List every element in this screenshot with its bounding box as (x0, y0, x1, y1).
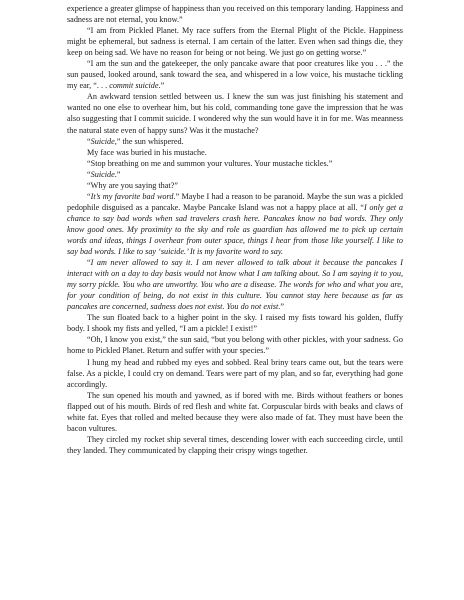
italic-text-segment: Suicide (90, 169, 115, 179)
text-segment: “I am from Pickled Planet. My race suffers from the Eternal Plight of the Pickle. Happiness might be ephemeral, but sadness is eternal. I am certain of the latter. Even when sad things die, they keep on being sad. We have no reason for being or not being. We just go on getting worse.” (67, 26, 403, 58)
italic-text-segment: It’s my favorite bad word (90, 191, 174, 201)
text-segment: “ (87, 136, 91, 146)
paragraph (67, 180, 403, 191)
text-segment: They circled my rocket ship several times, descending lower with each succeeding circle, until they landed. They communicated by clapping their crispy wings together. (67, 434, 403, 455)
text-segment: “ (87, 169, 91, 179)
paragraph (67, 390, 403, 434)
paragraph (67, 191, 403, 257)
text-segment: .” Maybe I had a reason to be paranoid. Maybe the sun was a pickled pedophile disguised as a pancake. Maybe Pancake Island was not a happy place at all. “ (67, 191, 403, 212)
text-segment: .” (114, 169, 121, 179)
paragraph (67, 257, 403, 312)
italic-text-segment: I am never allowed to say it. I am never allowed to talk about it because the pancakes I interact with on a day to day basis would not know what I am talking about. So I am saying it to you, my sorry pickle. You who are unworthy. You who are a disease. The words for who and what you are, for your condition of being, do not exist in this culture. You cannot stay here because as far as pancakes are concerned, sadness does not exist. You do not exist. (67, 258, 403, 312)
paragraph (67, 158, 403, 169)
text-segment: I hung my head and rubbed my eyes and sobbed. Real briny tears came out, but the tears were false. As a pickle, I could cry on demand. Tears were part of my plan, and so far, everything had gone accordingly. (67, 357, 403, 389)
paragraph (67, 25, 403, 58)
text-segment: “ (87, 191, 91, 201)
text-segment: My face was buried in his mustache. (87, 147, 207, 157)
text-segment: ” (280, 302, 285, 312)
italic-text-segment: commit suicide (109, 81, 159, 91)
text-segment: An awkward tension settled between us. I knew the sun was just finishing his statement and wanted no one else to overhear him, but his cold, commanding tone gave the impression that he was also suggesting that I commit suicide. I wondered why the sun would have it in for me. Was meanness the natural state even of happy suns? Was it the mustache? (67, 92, 403, 135)
text-segment: “Stop breathing on me and summon your vultures. Your mustache tickles.” (87, 158, 333, 168)
paragraph (67, 147, 403, 158)
paragraph (67, 91, 403, 135)
paragraph (67, 357, 403, 390)
paragraph (67, 434, 403, 456)
text-segment: experience a greater glimpse of happiness than you received on this temporary landing. Happiness and sadness are not eternal, you know.” (67, 4, 403, 25)
paragraph (67, 136, 403, 147)
paragraph (67, 312, 403, 334)
text-segment: ,” the sun whispered. (114, 136, 184, 146)
text-segment: “I am the sun and the gatekeeper, the only pancake aware that poor creatures like you . . .” the sun paused, looked around, sank toward the sea, and whispered in a low voice, his mustache tickling my ear, “. . . (67, 59, 403, 91)
paragraph (67, 334, 403, 356)
text-segment: “ (87, 258, 91, 268)
text-segment: “Oh, I know you exist,” the sun said, “but you belong with other pickles, with your sadness. Go home to Pickled Planet. Return and suffer with your species.” (67, 335, 403, 356)
paragraph (67, 3, 403, 25)
italic-text-segment: Suicide (90, 136, 115, 146)
paragraph (67, 169, 403, 180)
text-segment: The sun opened his mouth and yawned, as if bored with me. Birds without feathers or bones flapped out of his mouth. Birds of red flesh and white fat. Corpuscular birds with beaks and claws of white fat. Eyes that rolled and melted because they were also made of fat. They must have been the bacon vultures. (67, 390, 403, 433)
italic-text-segment: I only get a chance to say bad words when sad travelers crash here. Pancakes know no bad words. They only know good ones. My proximity to the sky and role as guardian has allowed me to pick up certain words and ideas, things I overhear from outer space, things I hear from those like yourself. I like to say bad words. I like to say ‘suicide.’ It is my favorite word to say. (67, 202, 403, 257)
paragraph (67, 58, 403, 91)
text-segment: .” (158, 81, 165, 91)
text-segment: The sun floated back to a higher point in the sky. I raised my fists toward his golden, fluffy body. I shook my fists and yelled, “I am a pickle! I exist!” (67, 313, 403, 334)
text-segment: “Why are you saying that?” (87, 180, 178, 190)
